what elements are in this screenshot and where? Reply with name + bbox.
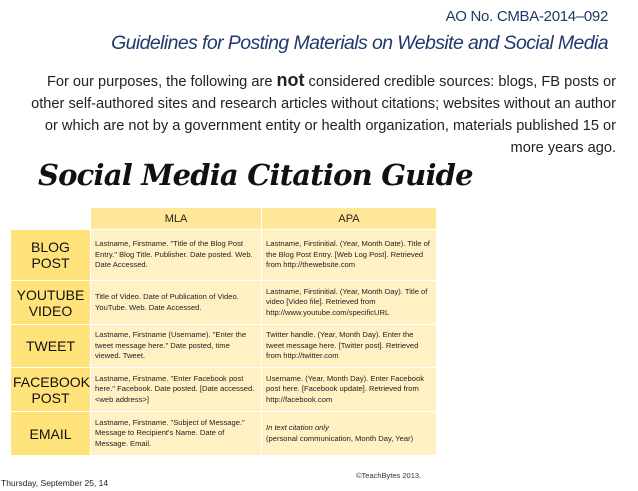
- citation-guide-table: [10, 207, 437, 456]
- apa-text: (personal communication, Month Day, Year): [266, 433, 414, 443]
- apa-cell: Lastname, Firstinitial. (Year, Month Date). Title of the Blog Post Entry. [Web Log Post]. Retrieved from http://thewebsite.com: [262, 230, 437, 281]
- paragraph-part1: For our purposes, the following are: [46, 74, 277, 90]
- column-header-apa: APA: [262, 208, 437, 230]
- table-row: [11, 412, 437, 456]
- page-title: Guidelines for Posting Materials on Website and Social Media: [111, 32, 608, 54]
- paragraph-part2: considered credible sources: blogs, FB posts or other self-authored sites and research articles without citations; websites without an author or which are not by a government entity or health organization, materials published 15 or more years ago.: [31, 74, 616, 156]
- table-row: [11, 281, 437, 325]
- table-row: [11, 325, 437, 368]
- apa-cell: Username. (Year, Month Day). Enter Facebook post here. [Facebook update]. Retrieved from http://facebook.com: [262, 368, 437, 412]
- column-header-mla: MLA: [91, 208, 262, 230]
- row-label-tweet: TWEET: [11, 325, 91, 368]
- table-row: [11, 230, 437, 281]
- credible-sources-paragraph: [16, 69, 616, 159]
- mla-cell: Lastname, Firstname. "Title of the Blog Post Entry." Blog Title. Publisher. Date posted. Web. Date Accessed.: [91, 230, 262, 281]
- apa-note: In text citation only: [266, 423, 329, 432]
- ao-number: AO No. CMBA-2014–092: [445, 8, 608, 25]
- paragraph-emphasis: not: [276, 70, 305, 90]
- row-label-facebook-post: FACEBOOK POST: [11, 368, 91, 412]
- mla-cell: Lastname, Firstname. "Subject of Message." Message to Recipient's Name. Date of Message. Email.: [91, 412, 262, 456]
- mla-cell: Lastname, Firstname (Username). "Enter the tweet message here." Date posted, time viewed. Tweet.: [91, 325, 262, 368]
- header-blank: [11, 208, 91, 230]
- footer-date: Thursday, September 25, 14: [1, 478, 109, 488]
- row-label-blog-post: BLOG POST: [11, 230, 91, 281]
- apa-cell: Twitter handle. (Year, Month Day). Enter the tweet message here. [Twitter post]. Retrieved from http://twitter.com: [262, 325, 437, 368]
- row-label-email: EMAIL: [11, 412, 91, 456]
- table-row: [11, 368, 437, 412]
- mla-cell: Title of Video. Date of Publication of Video. YouTube. Web. Date Accessed.: [91, 281, 262, 325]
- mla-cell: Lastname, Firstname. "Enter Facebook post here." Facebook. Date posted. [Date accessed. <web address>]: [91, 368, 262, 412]
- apa-cell: Lastname, Firstinitial. (Year, Month Day). Title of video [Video file]. Retrieved from http://www.youtube.com/specificURL: [262, 281, 437, 325]
- row-label-youtube-video: YOUTUBE VIDEO: [11, 281, 91, 325]
- apa-cell: [262, 412, 437, 456]
- table-header-row: [11, 208, 437, 230]
- citation-guide-title: Social Media Citation Guide: [38, 158, 473, 192]
- copyright-text: ©TeachBytes 2013.: [356, 471, 422, 480]
